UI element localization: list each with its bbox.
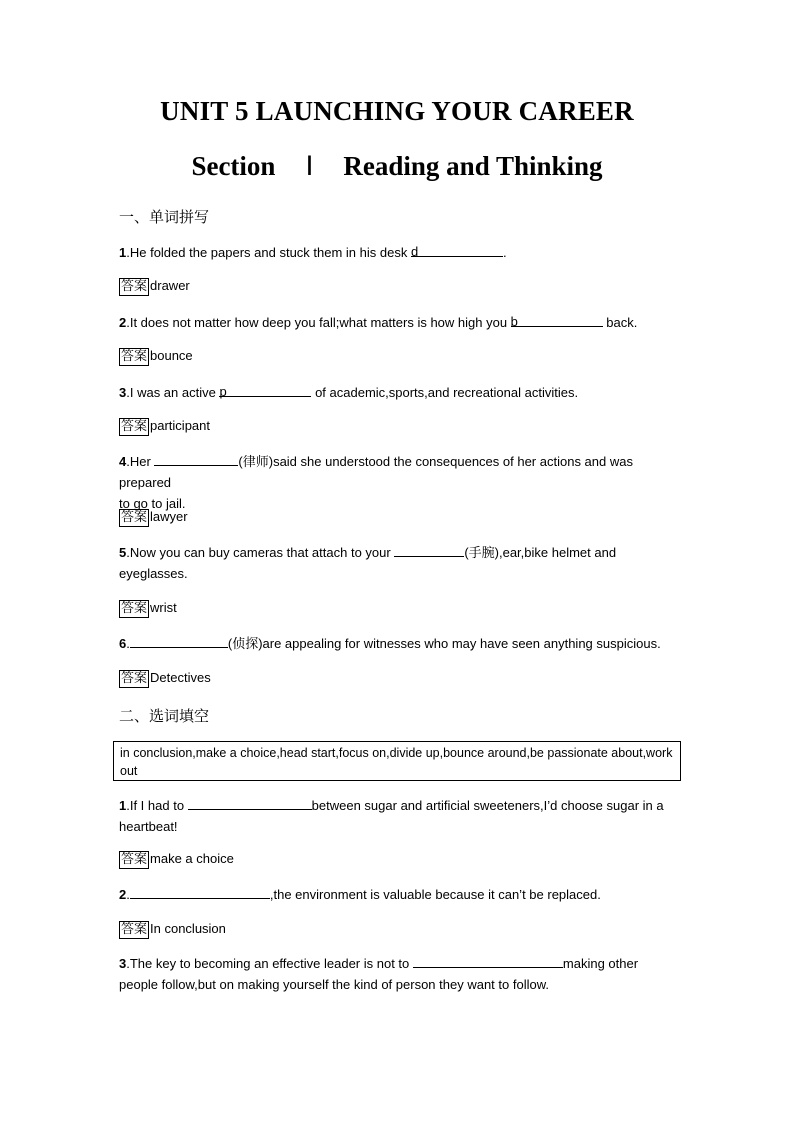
question-number: 3	[119, 956, 127, 971]
question-text-cont: eyeglasses.	[119, 566, 188, 581]
question-number: 1	[119, 798, 127, 813]
question-text-end: (律师)said she understood the consequences of her actions and was prepared	[119, 454, 633, 490]
question-3	[119, 382, 679, 403]
answer-text: bounce	[150, 348, 193, 363]
question-number: 3	[119, 385, 127, 400]
answer-tag: 答案	[121, 279, 148, 294]
unit-title: UNIT 5 LAUNCHING YOUR CAREER	[160, 96, 634, 126]
question-text: .	[126, 636, 130, 651]
answer-text: lawyer	[150, 509, 188, 524]
part1-heading: 一、单词拼写	[119, 208, 210, 226]
answer-blank[interactable]	[188, 795, 312, 810]
answer-tag: 答案	[121, 922, 148, 937]
answer-blank[interactable]	[511, 312, 603, 327]
question-text: .The key to becoming an effective leader is not to	[126, 956, 413, 971]
hint-letter: d	[410, 244, 419, 259]
section-title	[0, 151, 794, 182]
question-text: .Her	[126, 454, 155, 469]
answer-text: wrist	[150, 600, 177, 615]
section-numeral: Ⅰ	[305, 151, 314, 181]
answer-1	[119, 277, 190, 296]
answer-text: make a choice	[150, 851, 234, 866]
question-number: 1	[119, 245, 127, 260]
question-text-cont: heartbeat!	[119, 819, 178, 834]
answer-blank[interactable]	[154, 451, 238, 466]
question-number: 5	[119, 545, 127, 560]
answer-tag: 答案	[121, 852, 148, 867]
answer-blank[interactable]	[413, 953, 563, 968]
question-text-end: (手腕),ear,bike helmet and	[464, 545, 617, 560]
question-text-cont: people follow,but on making yourself the kind of person they want to follow.	[119, 977, 549, 992]
answer-tag: 答案	[121, 349, 148, 364]
question-4	[119, 451, 679, 514]
question-text: .He folded the papers and stuck them in his desk	[126, 245, 411, 260]
answer-blank[interactable]	[219, 382, 311, 397]
question-number: 2	[119, 315, 127, 330]
question-number: 4	[119, 454, 127, 469]
word-bank: in conclusion,make a choice,head start,focus on,divide up,bounce around,be passionate about,work out	[113, 741, 681, 781]
answer-5	[119, 599, 177, 618]
fill-answer-1	[119, 850, 234, 869]
question-1	[119, 242, 679, 263]
answer-3	[119, 417, 210, 436]
answer-blank[interactable]	[130, 884, 270, 899]
hint-letter: p	[219, 384, 227, 399]
question-text: .Now you can buy cameras that attach to your	[126, 545, 395, 560]
answer-blank[interactable]	[411, 242, 503, 257]
answer-text: drawer	[150, 278, 190, 293]
answer-2	[119, 347, 193, 366]
question-number: 2	[119, 887, 127, 902]
question-text: .	[126, 887, 130, 902]
question-text-end: making other	[562, 956, 639, 971]
question-text: .It does not matter how deep you fall;what matters is how high you	[126, 315, 511, 330]
answer-tag: 答案	[121, 419, 148, 434]
fill-question-2	[119, 884, 679, 905]
answer-blank[interactable]	[130, 633, 228, 648]
answer-4	[119, 508, 188, 527]
fill-answer-2	[119, 920, 226, 939]
section-prefix: Section	[191, 151, 276, 181]
answer-tag: 答案	[121, 510, 148, 525]
question-6	[119, 633, 679, 654]
fill-question-1	[119, 795, 679, 837]
fill-question-3	[119, 953, 679, 995]
answer-tag: 答案	[121, 671, 148, 686]
answer-text: In conclusion	[150, 921, 226, 936]
answer-tag: 答案	[121, 601, 148, 616]
hint-letter: b	[510, 314, 518, 329]
question-text-end: back.	[602, 315, 638, 330]
question-text-end: .	[502, 245, 507, 260]
question-5	[119, 542, 679, 584]
answer-text: Detectives	[150, 670, 211, 685]
answer-blank[interactable]	[394, 542, 464, 557]
part2-heading: 二、选词填空	[119, 707, 210, 725]
question-text-end: of academic,sports,and recreational activities.	[311, 385, 579, 400]
section-suffix: Reading and Thinking	[343, 151, 603, 181]
question-2	[119, 312, 679, 333]
question-text-end: ,the environment is valuable because it can’t be replaced.	[269, 887, 601, 902]
answer-6	[119, 669, 211, 688]
question-text-cont: to go to jail.	[119, 496, 186, 511]
question-text: .If I had to	[126, 798, 188, 813]
question-text-end: between sugar and artificial sweeteners,I’d choose sugar in a	[311, 798, 664, 813]
question-text-end: (侦探)are appealing for witnesses who may have seen anything suspicious.	[227, 636, 661, 651]
question-text: .I was an active	[126, 385, 220, 400]
question-number: 6	[119, 636, 127, 651]
answer-text: participant	[150, 418, 210, 433]
